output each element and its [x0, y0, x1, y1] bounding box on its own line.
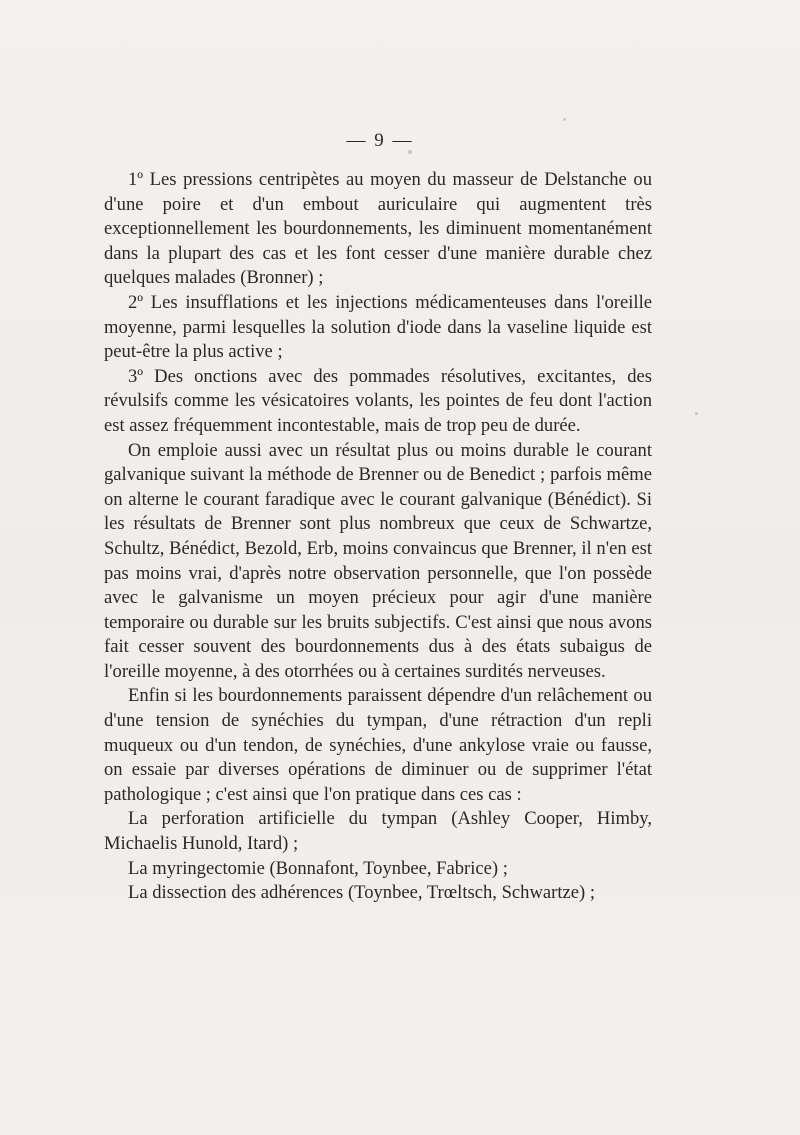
paragraph-pressions: 1º Les pressions centripètes au moyen du masseur de Delstanche ou d'une poire et d'un embout auriculaire qui augmentent très exceptionnellement les bourdonnements, les diminuent momentanément dans la plupart des cas et les font cesser d'une manière durable chez quelques malades (Bronner) ;	[104, 169, 652, 289]
page-number: — 9 —	[346, 130, 414, 151]
paragraph-synechies: Enfin si les bourdonnements paraissent dépendre d'un relâchement ou d'une tension de synéchies du tympan, d'une rétraction d'un repli muqueux ou d'un tendon, de synéchies, d'une ankylose vraie ou fausse, on essaie par diverses opérations de diminuer ou de supprimer l'état pathologique ; c'est ainsi que l'on pratique dans ces cas :	[104, 685, 652, 805]
ink-speck	[563, 118, 566, 121]
paragraph-onctions: 3º Des onctions avec des pommades résolutives, excitantes, des révulsifs comme les vésicatoires volants, les pointes de feu dont l'action est assez fréquemment incontestable, mais de trop peu de durée.	[104, 365, 652, 436]
ink-speck	[695, 412, 698, 415]
body-text	[104, 168, 652, 906]
paragraph-insufflations: 2º Les insufflations et les injections médicamenteuses dans l'oreille moyenne, parmi lesquelles la solution d'iode dans la vaseline liquide est peut-être la plus active ;	[104, 291, 652, 363]
paragraph-perforation: La perforation artificielle du tympan (Ashley Cooper, Himby, Michaelis Hunold, Itard) ;	[104, 808, 652, 855]
paragraph-myringectomie: La myringectomie (Bonnafont, Toynbee, Fabrice) ;	[128, 857, 508, 879]
paragraph-dissection: La dissection des adhérences (Toynbee, Trœltsch, Schwartze) ;	[128, 882, 596, 904]
paragraph-courant-galvanique: On emploie aussi avec un résultat plus ou moins durable le courant galvanique suivant la méthode de Brenner ou de Benedict ; parfois même on alterne le courant faradique avec le courant galvanique (Bénédict). Si les résultats de Brenner sont plus nombreux que ceux de Schwartze, Schultz, Bénédict, Bezold, Erb, moins convaincus que Brenner, il n'en est pas moins vrai, d'après notre observation personnelle, que l'on possède avec le galvanisme un moyen précieux pour agir d'une manière temporaire ou durable sur les bruits subjectifs. C'est ainsi que nous avons fait cesser souvent des bourdonnements dus à des états subaigus de l'oreille moyenne, à des otorrhées ou à certaines surdités nerveuses.	[104, 439, 652, 682]
